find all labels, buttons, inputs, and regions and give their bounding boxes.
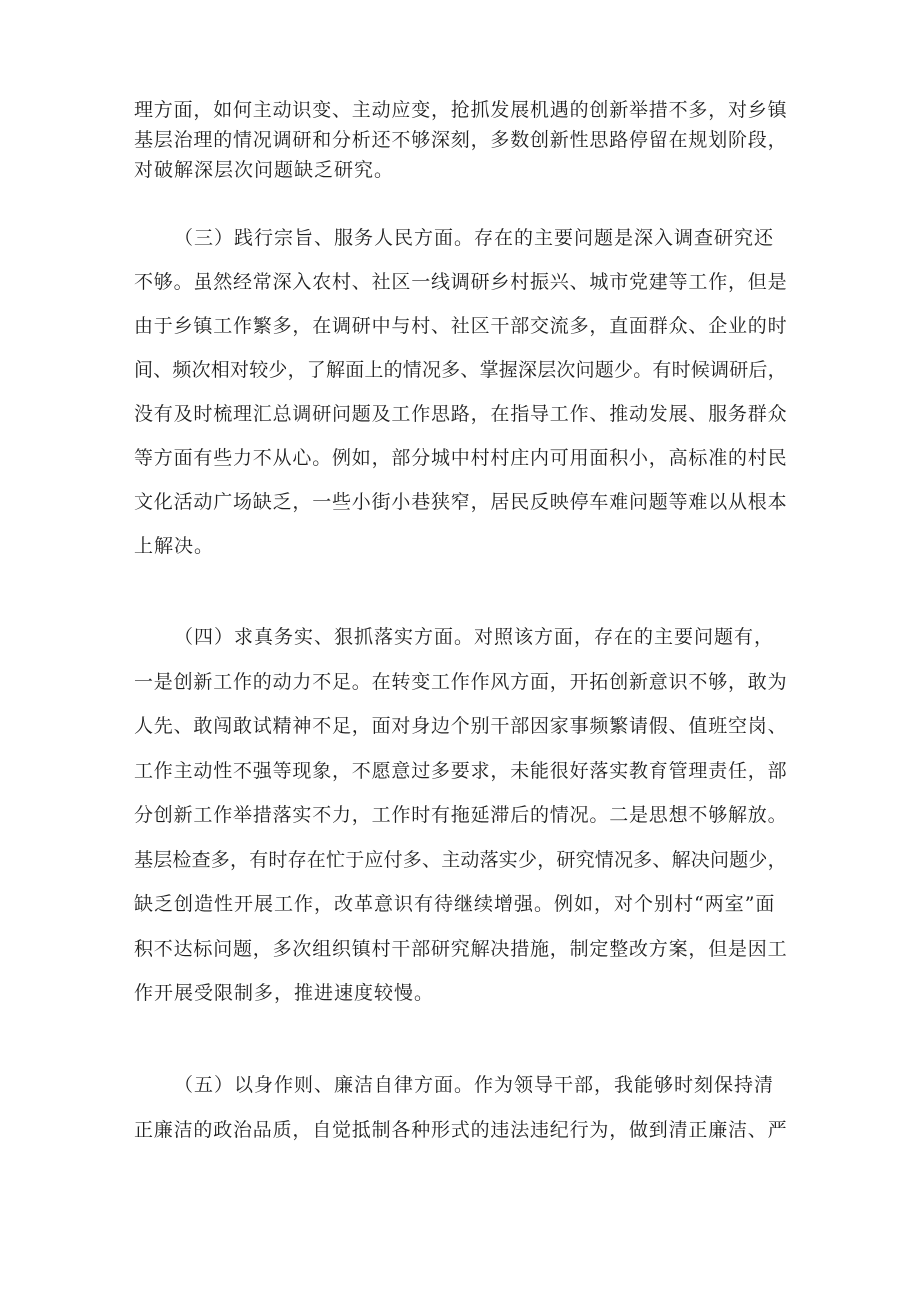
text-line: （四）求真务实、狠抓落实方面。对照该方面，存在的主要问题有，: [174, 626, 775, 648]
text-line: 工作主动性不强等现象，不愿意过多要求，未能很好落实教育管理责任，部: [134, 760, 788, 782]
text-line: （五）以身作则、廉洁自律方面。作为领导干部，我能够时刻保持清: [174, 1074, 775, 1096]
text-line: 文化活动广场缺乏，一些小街小巷狭窄，居民反映停车难问题等难以从根本: [134, 491, 788, 513]
text-line: 一是创新工作的动力不足。在转变工作作风方面，开拓创新意识不够，敢为: [134, 671, 788, 693]
text-line: 间、频次相对较少，了解面上的情况多、掌握深层次问题少。有时候调研后，: [134, 359, 787, 381]
text-line: 基层检查多，有时存在忙于应付多、主动落实少，研究情况多、解决问题少，: [134, 849, 787, 871]
text-line: 积不达标问题，多次组织镇村干部研究解决措施，制定整改方案，但是因工: [134, 938, 788, 960]
text-line: 上解决。: [134, 535, 215, 557]
text-line: 不够。虽然经常深入农村、社区一线调研乡村振兴、城市党建等工作，但是: [134, 271, 788, 293]
text-line: 没有及时梳理汇总调研问题及工作思路，在指导工作、推动发展、服务群众: [134, 403, 788, 425]
text-line: 作开展受限制多，推进速度较慢。: [134, 982, 435, 1004]
text-line: 缺乏创造性开展工作，改革意识有待继续增强。例如，对个别村“两室”面: [134, 893, 776, 915]
text-line: 正廉洁的政治品质，自觉抵制各种形式的违法违纪行为，做到清正廉洁、严: [134, 1119, 788, 1141]
text-line: 分创新工作举措落实不力，工作时有拖延滞后的情况。二是思想不够解放。: [134, 804, 788, 826]
text-line: （三）践行宗旨、服务人民方面。存在的主要问题是深入调查研究还: [174, 227, 775, 249]
text-line: 理方面，如何主动识变、主动应变，抢抓发展机遇的创新举措不多，对乡镇: [134, 99, 788, 121]
text-line: 基层治理的情况调研和分析还不够深刻，多数创新性思路停留在规划阶段，: [134, 129, 788, 151]
text-line: 由于乡镇工作繁多，在调研中与村、社区干部交流多，直面群众、企业的时: [134, 315, 788, 337]
text-line: 对破解深层次问题缺乏研究。: [134, 159, 395, 181]
text-line: 等方面有些力不从心。例如，部分城中村村庄内可用面积小，高标准的村民: [134, 447, 788, 469]
text-line: 人先、敢闯敢试精神不足，面对身边个别干部因家事频繁请假、值班空岗、: [134, 715, 788, 737]
